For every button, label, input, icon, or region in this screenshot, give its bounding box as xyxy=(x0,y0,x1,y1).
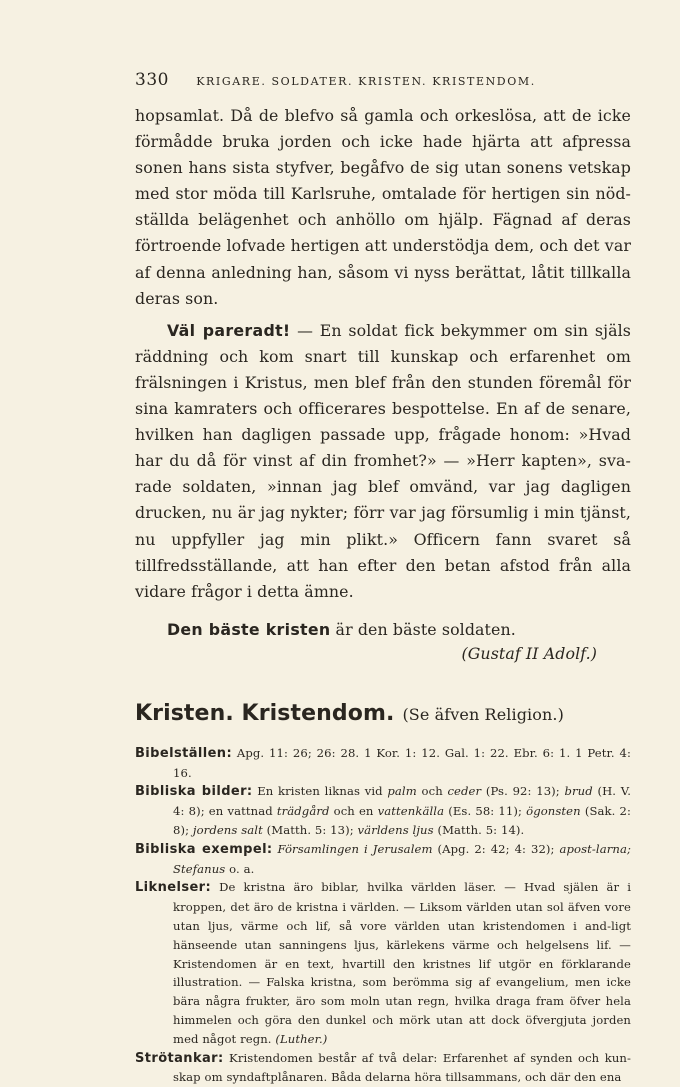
running-header xyxy=(135,70,635,90)
entry-term: världens ljus xyxy=(357,823,434,838)
entries xyxy=(135,744,631,1087)
running-title: KRIGARE. SOLDATER. KRISTEN. KRISTENDOM. xyxy=(196,75,536,88)
entry-term: jordens salt xyxy=(192,823,263,838)
entry-attribution: (Luther.) xyxy=(275,1031,328,1046)
entry-label: Strötankar: xyxy=(135,1050,224,1066)
section-title: Kristen. Kristendom. xyxy=(135,700,395,726)
entry-term: trädgård xyxy=(276,804,330,819)
entry-bibliska-exempel xyxy=(135,840,631,879)
main-text xyxy=(135,103,631,1087)
entry-term: ögonsten xyxy=(526,804,581,819)
motto-attribution: (Gustaf II Adolf.) xyxy=(461,643,597,663)
motto-text: är den bäste soldaten. xyxy=(330,619,516,639)
entry-term: Församlingen i Jerusalem xyxy=(272,841,433,856)
anecdote-text: — En soldat fick bekymmer om sin själs räddning och kom snart till kunskap och erfarenhet om frälsningen i Kristus, men blef från den stunden föremål för sina kamraters och officerares bespottelse. En af de senare, hvilken han dagligen passade upp, frågade honom: »Hvad har du då för vinst af din fromhet?» — »Herr kapten», sva-rade soldaten, »innan jag blef omvänd, var jag dagligen drucken, nu är jag nykter; förr var jag försumlig i min tjänst, nu uppfyller jag min plikt.» Officern fann svaret så tillfredsställande, att han efter den betan afstod från alla vidare frågor i detta ämne. xyxy=(135,320,631,601)
entry-text: och en xyxy=(329,804,378,819)
entry-text: De kristna äro biblar, hvilka världen läser. — Hvad själen är i kroppen, det äro de kristna i världen. — Liksom världen utan sol äfven vore utan ljus, värme och lif, så vore världen utan kristendomen i and-ligt hänseende utan sanningens ljus, kärlekens värme och helgelsens lif. — Kristendomen är en text, hvartill den kristnes lif utgör en förklarande illustration. — Falska kristna, som berömma sig af evangelium, men icke bära några frukter, äro som moln utan regn, hvilka draga fram öfver hela himmelen och göra den dunkel och mörk utan att dock öfvergjuta jorden med något regn. xyxy=(173,880,631,1046)
entry-text: (Ps. 92: 13); xyxy=(481,784,565,799)
entry-term: ceder xyxy=(447,784,482,799)
entry-text: (Matth. 5: 13); xyxy=(262,823,358,838)
entry-liknelser xyxy=(135,878,631,1048)
entry-bibelstallen xyxy=(135,744,631,783)
paragraph-continued: hopsamlat. Då de blefvo så gamla och orkeslösa, att de icke förmådde bruka jorden och icke hade hjärta att afpressa sonen hans sista styfver, begåfvo de sig utan sonens vetskap med stor möda till Karlsruhe, omtalade för hertigen sin nöd-ställda belägenhet och anhöllo om hjälp. Fägnad af deras förtroende lofvade hertigen att understödja dem, och det var af denna anledning han, såsom vi nyss berättat, låtit tillkalla deras son. xyxy=(135,106,631,308)
entry-text: (H. V. 4: 8); en vattnad xyxy=(173,784,631,819)
entry-text: (Sak. 2: 8); xyxy=(173,804,631,838)
entry-text: (Es. 58: 11); xyxy=(444,804,527,819)
entry-term: brud xyxy=(564,784,593,799)
motto xyxy=(135,617,631,643)
entry-strotankar xyxy=(135,1049,631,1087)
paragraph-anecdote xyxy=(135,318,631,605)
motto-lead: Den bäste kristen xyxy=(167,619,331,639)
entry-text: Apg. 11: 26; 26: 28. 1 Kor. 1: 12. Gal. 1: 22. Ebr. 6: 1. 1 Petr. 4: 16. xyxy=(173,745,631,780)
page-number: 330 xyxy=(135,70,169,90)
entry-label: Bibliska bilder: xyxy=(135,784,253,800)
entry-text: (Apg. 2: 42; 4: 32); xyxy=(432,841,560,856)
entry-text: o. a. xyxy=(225,861,255,876)
entry-label: Bibliska exempel: xyxy=(135,841,273,857)
entry-label: Bibelställen: xyxy=(135,745,233,761)
entry-text: och xyxy=(416,784,448,799)
entry-label: Liknelser: xyxy=(135,880,212,896)
entry-text: (Matth. 5: 14). xyxy=(433,823,525,838)
entry-term: palm xyxy=(387,784,417,799)
entry-text: En kristen liknas vid xyxy=(252,784,388,799)
entry-bibliska-bilder xyxy=(135,782,631,839)
entry-text: Kristendomen består af två delar: Erfarenhet af synden och kun-skap om syndaftplånaren. Båda delarna höra tillsammans, och där den ena xyxy=(173,1050,631,1085)
section-cross-reference: (Se äfven Religion.) xyxy=(402,704,564,724)
section-heading xyxy=(135,699,631,730)
anecdote-heading: Väl pareradt! xyxy=(167,320,291,340)
entry-term: apost-larna; Stefanus xyxy=(173,841,631,876)
entry-term: vattenkälla xyxy=(377,804,445,819)
